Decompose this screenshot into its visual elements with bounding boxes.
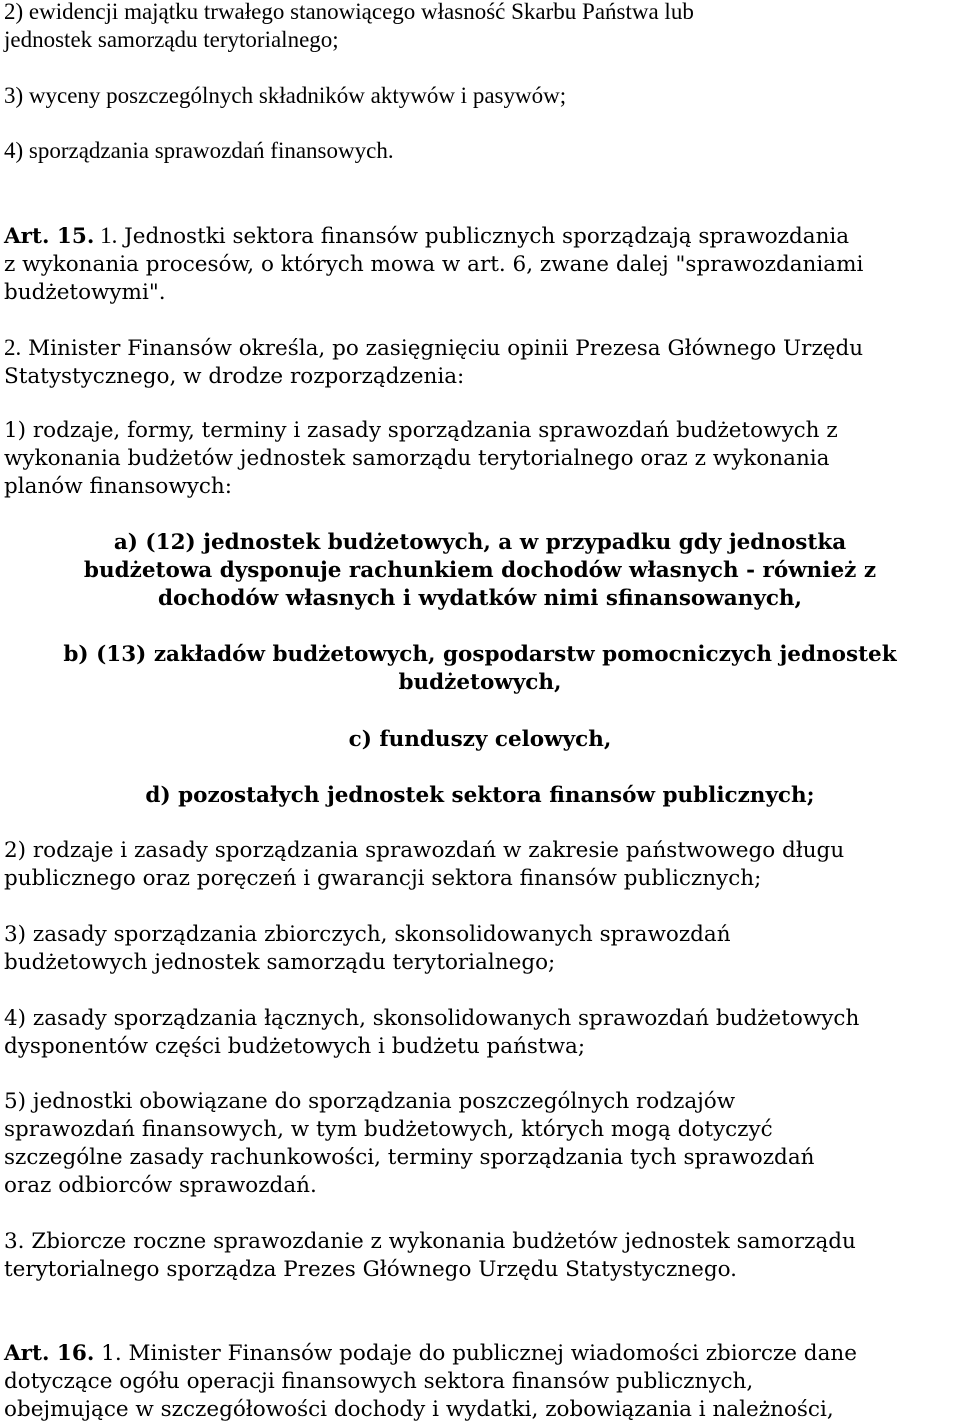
text-line: 1. Minister Finansów podaje do publicznej wiadomości zbiorcze dane	[94, 1341, 857, 1366]
text-line: 3) zasady sporządzania zbiorczych, skonsolidowanych sprawozdań	[4, 922, 731, 947]
text-line: dysponentów części budżetowych i budżetu państwa;	[4, 1034, 586, 1059]
section-number: 1.	[94, 223, 118, 248]
text-line: Minister Finansów określa, po zasięgnięciu opinii Prezesa Głównego Urzędu	[21, 336, 864, 361]
text-line: a) (12) jednostek budżetowych, a w przypadku gdy jednostka	[113, 530, 847, 555]
sub-item-a	[0, 529, 960, 613]
text-line: budżetowa dysponuje rachunkiem dochodów własnych - również z	[83, 558, 877, 583]
article-15-section-1	[4, 222, 960, 307]
text-line: c) funduszy celowych,	[348, 727, 612, 752]
text-line: szczególne zasady rachunkowości, terminy sporządzania tych sprawozdań	[4, 1145, 815, 1170]
text-line: 1) rodzaje, formy, terminy i zasady sporządzania sprawozdań budżetowych z	[4, 418, 838, 443]
text-line: 3) wyceny poszczególnych składników aktywów i pasywów;	[4, 83, 567, 108]
text-line: 2) ewidencji majątku trwałego stanowiącego własność Skarbu Państwa lub	[4, 0, 694, 24]
text-line: 4) zasady sporządzania łącznych, skonsolidowanych sprawozdań budżetowych	[4, 1006, 860, 1031]
text-line: oraz odbiorców sprawozdań.	[4, 1173, 317, 1198]
section-number: 2.	[4, 335, 22, 360]
paragraph-majatek	[4, 0, 960, 54]
sub-item-b	[0, 641, 960, 697]
list-item-2	[4, 837, 960, 893]
paragraph-wyceny	[4, 82, 960, 110]
article-15-section-2	[4, 334, 960, 391]
paragraph-sprawozdania	[4, 137, 960, 165]
text-line: planów finansowych:	[4, 474, 232, 499]
text-line: 2) rodzaje i zasady sporządzania sprawozdań w zakresie państwowego długu	[4, 838, 845, 863]
list-item-4	[4, 1005, 960, 1061]
article-16-section-1	[4, 1340, 960, 1424]
article-heading: Art. 16.	[4, 1341, 95, 1366]
text-line: sprawozdań finansowych, w tym budżetowych, których mogą dotyczyć	[4, 1117, 773, 1142]
text-line: jednostek samorządu terytorialnego;	[4, 27, 339, 52]
text-line: Statystycznego, w drodze rozporządzenia:	[4, 364, 465, 389]
text-line: wykonania budżetów jednostek samorządu terytorialnego oraz z wykonania	[4, 446, 830, 471]
text-line: terytorialnego sporządza Prezes Głównego Urzędu Statystycznego.	[4, 1257, 738, 1282]
text-line: Jednostki sektora finansów publicznych sporządzają sprawozdania	[117, 224, 850, 249]
article-15-section-3	[4, 1228, 960, 1284]
text-line: z wykonania procesów, o których mowa w art. 6, zwane dalej "sprawozdaniami	[4, 252, 864, 277]
text-line: d) pozostałych jednostek sektora finansów publicznych;	[145, 783, 815, 808]
text-line: b) (13) zakładów budżetowych, gospodarstw pomocniczych jednostek	[63, 642, 897, 667]
text-line: budżetowymi".	[4, 280, 166, 305]
text-line: 3. Zbiorcze roczne sprawozdanie z wykonania budżetów jednostek samorządu	[4, 1229, 856, 1254]
text-line: 5) jednostki obowiązane do sporządzania poszczególnych rodzajów	[4, 1089, 736, 1114]
article-heading: Art. 15.	[4, 224, 95, 249]
text-line: budżetowych jednostek samorządu terytorialnego;	[4, 950, 556, 975]
text-line: obejmujące w szczegółowości dochody i wydatki, zobowiązania i należności,	[4, 1397, 834, 1422]
text-line: 4) sporządzania sprawozdań finansowych.	[4, 138, 394, 163]
text-line: dochodów własnych i wydatków nimi sfinansowanych,	[157, 586, 803, 611]
list-item-1	[4, 417, 960, 501]
text-line: dotyczące ogółu operacji finansowych sektora finansów publicznych,	[4, 1369, 754, 1394]
sub-item-d	[0, 782, 960, 810]
list-item-3	[4, 921, 960, 977]
text-line: publicznego oraz poręczeń i gwarancji sektora finansów publicznych;	[4, 866, 762, 891]
list-item-5	[4, 1088, 960, 1200]
text-line: budżetowych,	[398, 670, 562, 695]
sub-item-c	[0, 726, 960, 754]
